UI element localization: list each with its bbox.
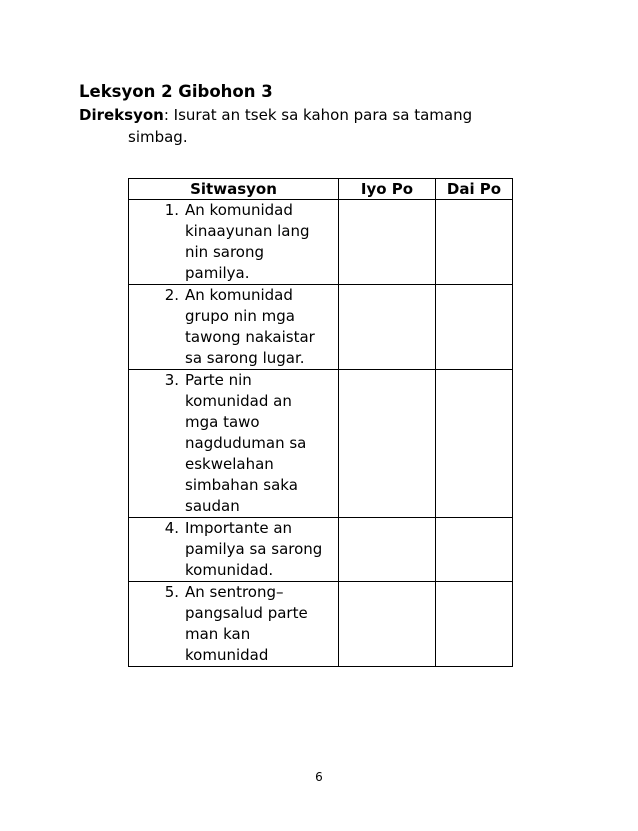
- item-line: sa sarong lugar.: [185, 349, 305, 367]
- item-text: [185, 200, 338, 284]
- iyo-po-checkbox-cell[interactable]: [339, 582, 436, 667]
- item-line: simbahan saka: [185, 476, 298, 494]
- dai-po-checkbox-cell[interactable]: [436, 518, 513, 582]
- item-line: eskwelahan: [185, 455, 274, 473]
- item-line: pamilya sa sarong: [185, 540, 323, 558]
- item-line: An komunidad: [185, 201, 293, 219]
- item-line: saudan: [185, 497, 240, 515]
- table-row: [129, 200, 513, 285]
- iyo-po-checkbox-cell[interactable]: [339, 370, 436, 518]
- situation-cell: [129, 582, 339, 667]
- page-title: Leksyon 2 Gibohon 3: [79, 82, 273, 101]
- item-line: man kan: [185, 625, 251, 643]
- item-line: tawong nakaistar: [185, 328, 315, 346]
- item-line: kinaayunan lang: [185, 222, 310, 240]
- item-text: [185, 582, 338, 666]
- item-line: pangsalud parte: [185, 604, 308, 622]
- item-line: mga tawo: [185, 413, 260, 431]
- item-number: 4.: [164, 519, 179, 537]
- dai-po-checkbox-cell[interactable]: [436, 200, 513, 285]
- item-line: Parte nin: [185, 371, 252, 389]
- item-line: nin sarong: [185, 243, 264, 261]
- situation-item: [129, 370, 338, 517]
- situation-item: [129, 285, 338, 369]
- situation-cell: [129, 200, 339, 285]
- item-line: komunidad an: [185, 392, 292, 410]
- directions-line1: Isurat an tsek sa kahon para sa tamang: [168, 106, 473, 124]
- activity-table: [128, 178, 513, 667]
- item-line: An sentrong–: [185, 583, 284, 601]
- iyo-po-checkbox-cell[interactable]: [339, 200, 436, 285]
- item-line: pamilya.: [185, 264, 250, 282]
- situation-item: [129, 582, 338, 666]
- item-line: Importante an: [185, 519, 293, 537]
- iyo-po-checkbox-cell[interactable]: [339, 518, 436, 582]
- header-sitwasyon: Sitwasyon: [129, 179, 339, 200]
- item-text: [185, 370, 338, 517]
- iyo-po-checkbox-cell[interactable]: [339, 285, 436, 370]
- situation-cell: [129, 518, 339, 582]
- table-row: [129, 582, 513, 667]
- directions: [79, 104, 539, 148]
- table-row: [129, 285, 513, 370]
- item-number: 5.: [164, 583, 179, 601]
- table-row: [129, 370, 513, 518]
- item-line: grupo nin mga: [185, 307, 295, 325]
- directions-label: Direksyon: [79, 106, 164, 124]
- header-dai-po: Dai Po: [436, 179, 513, 200]
- item-number: 1.: [164, 201, 179, 219]
- item-number: 3.: [164, 371, 179, 389]
- table-row: [129, 518, 513, 582]
- page-number: 6: [315, 770, 323, 784]
- situation-item: [129, 518, 338, 581]
- directions-colon: :: [163, 106, 169, 124]
- item-text: [185, 285, 338, 369]
- directions-line2: simbag.: [128, 128, 188, 146]
- situation-cell: [129, 370, 339, 518]
- item-line: komunidad.: [185, 561, 274, 579]
- dai-po-checkbox-cell[interactable]: [436, 370, 513, 518]
- item-line: An komunidad: [185, 286, 293, 304]
- situation-cell: [129, 285, 339, 370]
- dai-po-checkbox-cell[interactable]: [436, 582, 513, 667]
- table-header-row: [129, 179, 513, 200]
- item-number: 2.: [164, 286, 179, 304]
- header-iyo-po: Iyo Po: [339, 179, 436, 200]
- dai-po-checkbox-cell[interactable]: [436, 285, 513, 370]
- situation-item: [129, 200, 338, 284]
- item-line: komunidad: [185, 646, 269, 664]
- item-text: [185, 518, 338, 581]
- item-line: nagduduman sa: [185, 434, 307, 452]
